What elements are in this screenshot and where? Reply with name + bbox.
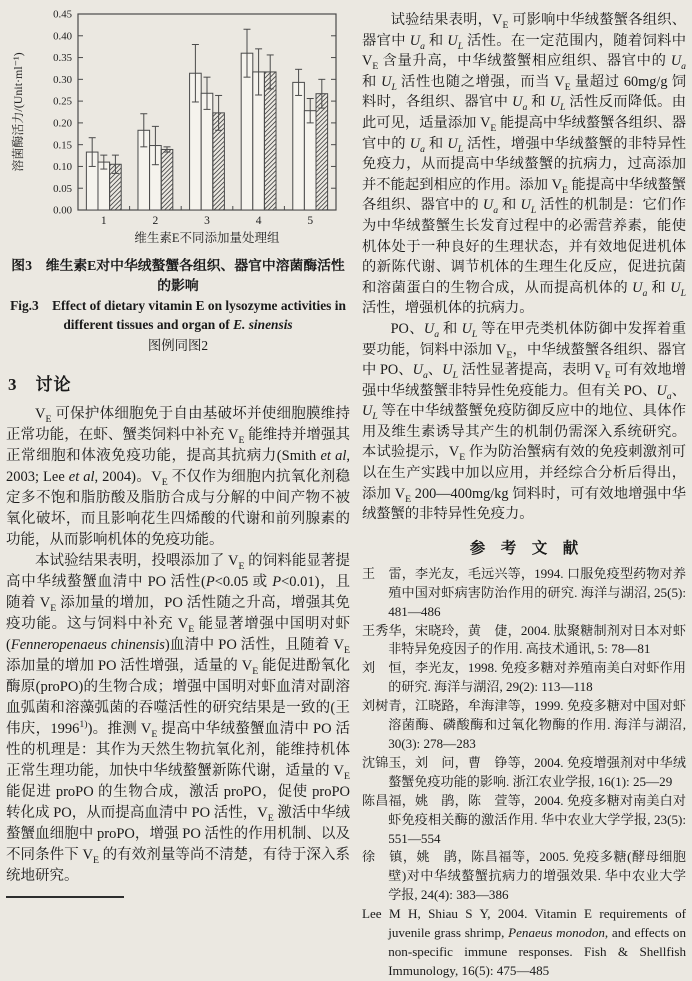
reference-item: 王 雷，李光友，毛远兴等，1994. 口服免疫型药物对养殖中国对虾病害防治作用的研究. 海洋与湖沼, 25(5): 481—486 <box>362 565 686 619</box>
discussion-paragraph-3: 试验结果表明，$V_E$ 可影响中华绒螯蟹各组织、器官中 $U_a$ 和 $U_L$ 活性。在一定范围内，随着饲料中 $V_E$ 含量升高，中华绒螯蟹相应组织、器官中的 $U_a$ 和 $U_L$ 活性也随之增强，而当 $V_E$ 量超过 60mg/g 饲料时，各组织、器官中 $U_a$ 和 $U_L$ 活性反而降低。由此可见，适量添加 $V_E$ 能提高中华绒螯蟹各组织、器官中的 $U_a$ 和 $U_L$ 活性，增强中华绒螯蟹的非特异性免疫力，从而提高中华绒螯蟹的抗病力，过高添加并不能起到相应的作用。添加 $V_E$ 能提高中华绒螯蟹各组织、器官中的 $U_a$ 和 $U_L$ 活性的机制是：它们作为中华绒螯蟹生长发育过程中的必需营养素，能使机体处于一种良好的生理状态，并有效地促进机体的新陈代谢、调节机体的生理生化反应，促进抗菌和溶菌蛋白的生物合成，从而提高机体的 $U_a$ 和 $U_L$ 活性，增强机体的抗病力。 <box>362 12 687 317</box>
svg-text:5: 5 <box>307 215 314 227</box>
right-column <box>362 4 687 978</box>
svg-text:维生素E不同添加量处理组: 维生素E不同添加量处理组 <box>134 231 280 245</box>
reference-item: Lee M H, Shiau S Y, 2004. Vitamin E requirements of juvenile grass shrimp, Penaeus monodon, and effects on non-specific immune responses. Fish & Shellfish Immunology, 16(5): 475—485 <box>362 906 687 978</box>
svg-text:1: 1 <box>100 215 107 227</box>
discussion-paragraph-2: 本试验结果表明，投喂添加了 $V_E$ 的饲料能显著提高中华绒螯蟹血清中 PO 活性(P<0.05 或 P<0.01)，且随着 $V_E$ 添加量的增加，PO 活性随之升高，增强其免疫功能。这与饲料中补充 $V_E$ 能显著增强中国明对虾(Fenneropenaeus chinensis)血清中 PO 活性，且随着 $V_E$ 添加量的增加 PO 活性增强，适量的 $V_E$ 能促进酚氧化酶原(proPO)的生物合成；增强中国明对虾血清对副溶血弧菌和溶藻弧菌的吞噬活性的研究结果是一致的(王伟庆，1996$^{1)}$)。推测 $V_E$ 提高中华绒螯蟹血清中 PO 活性的机理是：其作为天然生物抗氧化剂，能维持机体正常生理功能，加快中华绒螯蟹新陈代谢，适量的 $V_E$ 能促进 proPO 的生物合成，激活 proPO，促使 proPO 转化成 PO，从而提高血清中 PO 活性，$V_E$ 激活中华绒螯蟹血细胞中 proPO，增强 PO 活性的作用机制、以及不同条件下 $V_E$ 的有效剂量等尚不清楚，有待于深入系统地研究。 <box>6 553 351 885</box>
reference-item: 徐 镇，姚 鹃，陈昌福等，2005. 免疫多糖(酵母细胞壁)对中华绒螯蟹抗病力的增强效果. 华中农业大学学报, 24(4): 383—386 <box>362 849 686 903</box>
reference-item: 刘树青，江晓路，牟海津等，1999. 免疫多糖对中国对虾溶菌酶、磷酸酶和过氧化物酶的作用. 海洋与湖沼, 30(3): 278—283 <box>362 698 686 751</box>
references-heading: 参 考 文 献 <box>469 539 579 557</box>
svg-text:2: 2 <box>152 215 159 227</box>
section-heading-discussion: 3 讨论 <box>8 375 72 395</box>
svg-text:0.05: 0.05 <box>53 182 72 195</box>
svg-text:0.45: 0.45 <box>53 8 72 21</box>
reference-item: 王秀华，宋晓玲，黄 倢，2004. 肽聚糖制剂对日本对虾非特异免疫因子的作用. 高技术通讯, 5: 78—81 <box>362 622 686 657</box>
reference-item: 刘 恒，李光友，1998. 免疫多糖对养殖南美白对虾作用的研究. 海洋与湖沼, 29(2): 113—118 <box>362 660 686 695</box>
figure-3-chart-area <box>6 4 350 252</box>
svg-text:0.15: 0.15 <box>53 139 72 152</box>
svg-text:0.10: 0.10 <box>53 161 72 174</box>
svg-text:0.25: 0.25 <box>53 95 72 108</box>
svg-text:3: 3 <box>204 215 210 227</box>
lysozyme-bar-chart <box>6 4 350 252</box>
svg-text:4: 4 <box>255 215 262 227</box>
figure-caption-english-line1: Fig.3 Effect of dietary vitamin E on lysozyme activities in <box>10 298 346 313</box>
figure-caption-chinese: 图3 维生素E对中华绒螯蟹各组织、器官中溶菌酶活性的影响 <box>11 258 345 293</box>
reference-list <box>362 565 686 981</box>
discussion-paragraph-1: $V_E$ 可保护体细胞免于自由基破坏并使细胞膜维持正常功能，在虾、蟹类饲料中补充 $V_E$ 能维持并增强其正常细胞和体液免疫功能，提高其抗病力(Smith et al, 2003; Lee et al, 2004)。$V_E$ 不仅作为细胞内抗氧化剂稳定多不饱和脂肪酸及脂肪合成与分解的中间产物不被氧化破坏，而且影响花生四烯酸的代谢和前列腺素的功能，从而影响机体的免疫功能。 <box>6 406 350 549</box>
figure-caption-english-line2: different tissues and organ of E. sinensis <box>63 317 293 333</box>
reference-item: 陈昌福，姚 鹃，陈 萱等，2004. 免疫多糖对南美白对虾免疫相关酶的激活作用. 华中农业大学学报, 23(5): 551—554 <box>362 792 686 846</box>
figure-3-caption <box>6 256 350 355</box>
svg-text:0.20: 0.20 <box>53 117 72 130</box>
figure-legend-note: 图例同图2 <box>147 337 209 353</box>
reference-item: 沈锦玉，刘 问，曹 铮等，2004. 免疫增强剂对中华绒螯蟹免疫功能的影响. 浙江农业学报, 16(1): 25—29 <box>362 754 686 789</box>
svg-text:0.00: 0.00 <box>53 204 72 217</box>
svg-text:0.40: 0.40 <box>53 30 72 43</box>
left-column <box>6 4 351 885</box>
svg-text:0.35: 0.35 <box>53 52 72 65</box>
footnote-rule <box>6 896 124 898</box>
svg-text:溶菌酶活力/(Unit·ml⁻¹): 溶菌酶活力/(Unit·ml⁻¹) <box>11 52 25 172</box>
svg-text:0.30: 0.30 <box>53 73 72 86</box>
discussion-paragraph-4: PO、$U_a$ 和 $U_L$ 等在甲壳类机体防御中发挥着重要功能，饲料中添加 $V_E$，中华绒螯蟹各组织、器官中 PO、$U_a$、$U_L$ 活性显著提高，表明 $V_E$ 可有效地增强中华绒螯蟹非特异性免疫能力。但有关 PO、$U_a$、$U_L$ 等在中华绒螯蟹免疫防御反应中的地位、具体作用及维生素诱导其产生的机制仍需深入系统研究。本试验提示，$V_E$ 作为防治蟹病有效的免疫刺激剂可以在生产实践中加以应用，并经综合分析后得出，添加 $V_E$ 200—400mg/kg 饲料时，可有效地增强中华绒螯蟹的非特异性免疫力。 <box>362 320 687 523</box>
